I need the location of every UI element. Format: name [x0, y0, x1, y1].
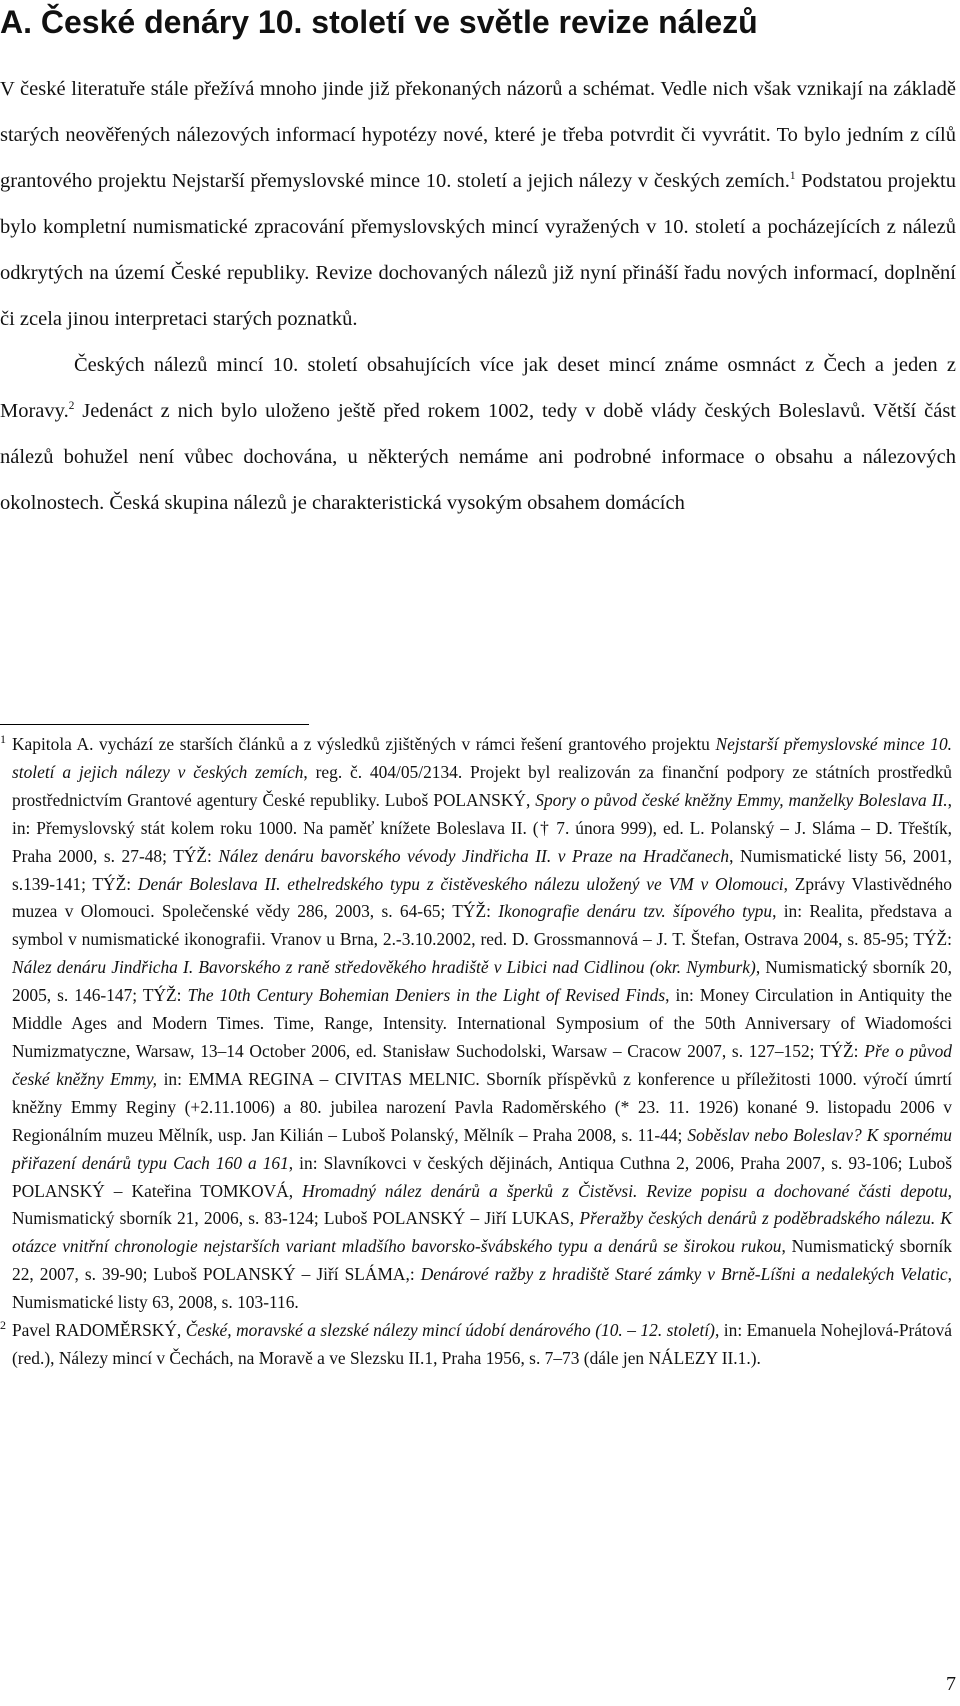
footnote-2-text: [12, 1320, 952, 1368]
footnote-ref-1[interactable]: 1: [789, 169, 796, 182]
section-heading: A. České denáry 10. století ve světle revize nálezů: [0, 4, 758, 40]
footnote-citation-title: Nejstarší přemyslovské mince 10. století a jejich nálezy v českých zemích: [12, 734, 953, 782]
footnote-text-segment: , in: Emanuela Nohejlová-Prátová (red.), Nálezy mincí v Čechách, na Moravě a ve Slezsku II.1, Praha 1956, s. 7–73 (dále jen NÁLEZY II.1.).: [12, 1320, 952, 1368]
footnote-citation-title: Spory o původ české kněžny Emmy, manželky Boleslava II.: [535, 789, 948, 810]
footnote-ref-2[interactable]: 2: [68, 399, 75, 412]
paragraph-1-text-b: Podstatou projektu bylo kompletní numismatické zpracování přemyslovských mincí vyražených v 10. století a pocházejících z nálezů odkrytých na území České republiky. Revize dochovaných nálezů již nyní přináší řadu nových informací, doplnění či zcela jinou interpretaci starých poznatků.: [0, 170, 956, 330]
footnote-text-segment: , Numismatický sborník 20, 2005, s. 146-147; TÝŽ:: [12, 957, 952, 1006]
footnote-citation-title: Pře o původ české kněžny Emmy,: [12, 1040, 952, 1089]
footnote-1-number: 1: [0, 732, 6, 746]
footnote-text-segment: , in: Money Circulation in Antiquity the Middle Ages and Modern Times. Time, Range, Intensity. International Symposium of the 50th Anniversary of Wiadomości Numizmatyczne, Warsaw, 13–14 October 2006, ed. Stanisław Suchodolski, Warsaw – Cracow 2007, s. 127–152; TÝŽ:: [12, 985, 952, 1061]
paragraph-1-text-a: V české literatuře stále přežívá mnoho jinde již překonaných názorů a schémat. Vedle nich však vznikají na základě starých neověřených nálezových informací hypotézy nové, které je třeba potvrdit či vyvrátit. To bylo jedním z cílů grantového projektu Nejstarší přemyslovské mince 10. století a jejich nálezy v českých zemích.: [0, 78, 956, 192]
footnote-text-segment: , Numismatický sborník 22, 2007, s. 39-90; Luboš POLANSKÝ – Jiří SLÁMA,:: [12, 1236, 952, 1285]
footnote-citation-title: České, moravské a slezské nálezy mincí údobí denárového (10. – 12. století): [185, 1320, 715, 1341]
paragraph-2-text-a: Českých nálezů mincí 10. století obsahujících více jak deset mincí známe osmnáct z Čech a jeden z Moravy.: [0, 354, 956, 422]
footnote-text-segment: Pavel RADOMĚRSKÝ,: [12, 1320, 186, 1341]
paragraph-1: [0, 66, 956, 342]
footnote-2-number: 2: [0, 1318, 6, 1333]
footnote-text-segment: , Numismatický sborník 21, 2006, s. 83-124; Luboš POLANSKÝ – Jiří LUKAS,: [12, 1180, 953, 1229]
footnote-text-segment: , Numismatické listy 63, 2008, s. 103-116.: [12, 1264, 952, 1313]
footnote-text-segment: Kapitola A. vychází ze starších článků a z výsledků zjištěných v rámci řešení grantového projektu: [12, 734, 716, 754]
footnote-text-segment: , reg. č. 404/05/2134. Projekt byl realizován za finanční podpory ze státních prostředků prostřednictvím Grantové agentury České republiky. Luboš POLANSKÝ,: [12, 761, 952, 810]
footnote-text-segment: , Numismatické listy 56, 2001, s.139-141; TÝŽ:: [12, 845, 952, 894]
page-number: 7: [946, 1673, 956, 1695]
footnote-text-segment: in: EMMA REGINA – CIVITAS MELNIC. Sborník příspěvků z konference u příležitosti 1000. výročí úmrtí kněžny Emmy Reginy (+2.11.1006) a 80. jubilea narození Pavla Radoměrského (* 23. 11. 1926) konané 9. listopadu 2006 v Regionálním muzeu Mělník, usp. Jan Kilián – Luboš Polanský, Mělník – Praha 2008, s. 11-44;: [12, 1068, 952, 1145]
footnote-citation-title: Denárové ražby z hradiště Staré zámky v Brně-Líšni a nedalekých Velatic: [420, 1264, 948, 1285]
footnote-1-text: [12, 734, 952, 1312]
main-text: [0, 66, 956, 526]
footnote-separator: [0, 724, 309, 725]
footnote-citation-title: Nález denáru Jindřicha I. Bavorského z raně středověkého hradiště v Libici nad Cidlinou (okr. Nymburk): [12, 957, 756, 978]
footnote-text-segment: , in: Slavníkovci v českých dějinách, Antiqua Cuthna 2, 2006, Praha 2007, s. 93-106; Luboš POLANSKÝ – Kateřina TOMKOVÁ,: [12, 1152, 952, 1201]
footnote-text-segment: , in: Realita, představa a symbol v numismatické ikonografii. Vranov u Brna, 2.-3.10.2002, red. D. Grossmannová – J. T. Štefan, Ostrava 2004, s. 85-95; TÝŽ:: [12, 901, 952, 950]
footnote-citation-title: Přeražby českých denárů z poděbradského nálezu. K otázce vnitřní chronologie nejstarších variant mladšího bavorsko-švábského typu a denárů se širokou rukou: [12, 1208, 952, 1257]
footnote-text-segment: , in: Přemyslovský stát kolem roku 1000. Na paměť knížete Boleslava II. († 7. února 999), ed. L. Polanský – J. Sláma – D. Třeštík, Praha 2000, s. 27-48; TÝŽ:: [12, 789, 952, 866]
footnotes: [0, 731, 952, 1373]
footnote-citation-title: Hromadný nález denárů a šperků z Čistěvsi. Revize popisu a dochované části depotu: [302, 1180, 948, 1201]
paragraph-2: [0, 342, 956, 526]
footnote-2: [0, 1317, 952, 1373]
footnote-citation-title: Denár Boleslava II. ethelredského typu z čistěveského nálezu uložený ve VM v Olomouci: [137, 873, 784, 894]
footnote-citation-title: Ikonografie denáru tzv. šípového typu: [498, 901, 773, 922]
footnote-citation-title: Nález denáru bavorského vévody Jindřicha II. v Praze na Hradčanech: [218, 845, 730, 866]
footnote-citation-title: The 10th Century Bohemian Deniers in the Light of Revised Finds: [187, 985, 666, 1006]
footnote-text-segment: , Zprávy Vlastivědného muzea v Olomouci. Společenské vědy 286, 2003, s. 64-65; TÝŽ:: [12, 873, 952, 922]
paragraph-2-text-b: Jedenáct z nich bylo uloženo ještě před rokem 1002, tedy v době vlády českých Boleslavů. Větší část nálezů bohužel není vůbec dochována, u některých nemáme ani podrobné informace o obsahu a nálezových okolnostech. Česká skupina nálezů je charakteristická vysokým obsahem domácích: [0, 400, 956, 514]
footnote-citation-title: Soběslav nebo Boleslav? K spornému přiřazení denárů typu Cach 160 a 161: [12, 1124, 952, 1173]
footnote-1: [0, 731, 952, 1317]
